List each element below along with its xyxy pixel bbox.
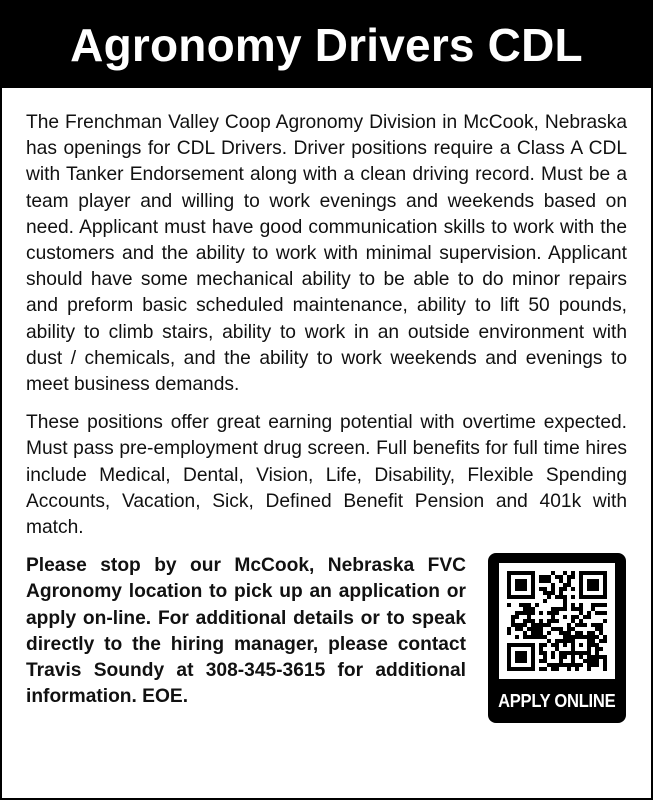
apply-online-label: APPLY ONLINE bbox=[498, 691, 616, 712]
ad-title: Agronomy Drivers CDL bbox=[70, 19, 583, 71]
header-bar bbox=[2, 2, 651, 88]
ad-body bbox=[2, 88, 651, 723]
qr-code-icon[interactable] bbox=[499, 563, 615, 679]
qr-code-graphic bbox=[499, 563, 615, 679]
benefits-paragraph: These positions offer great earning potential with overtime expected. Must pass pre-employment drug screen. Full benefits for full time hires include Medical, Dental, Vision, Life, Disability, Flexible Spending Accounts, Vacation, Sick, Defined Benefit Pension and 401k with match. bbox=[26, 412, 627, 539]
contact-section bbox=[26, 553, 627, 723]
description-paragraph: The Frenchman Valley Coop Agronomy Division in McCook, Nebraska has openings for CDL Drivers. Driver positions require a Class A CDL with Tanker Endorsement along with a clean driving record. Must be a team player and willing to work evenings and weekends based on need. Applicant must have good communication skills to work with the customers and the ability to work with minimal supervision. Applicant should have some mechanical ability to be able to do minor repairs and preform basic scheduled maintenance, ability to lift 50 pounds, ability to climb stairs, ability to work in an outside environment with dust / chemicals, and the ability to work weekends and evenings to meet business demands. bbox=[26, 112, 627, 396]
apply-online-qr[interactable] bbox=[488, 553, 626, 723]
contact-paragraph: Please stop by our McCook, Nebraska FVC Agronomy location to pick up an application or apply on-line. For additional details or to speak directly to the hiring manager, please contact Travis Soundy at 308-345-3615 for additional information. EOE. bbox=[26, 555, 466, 708]
